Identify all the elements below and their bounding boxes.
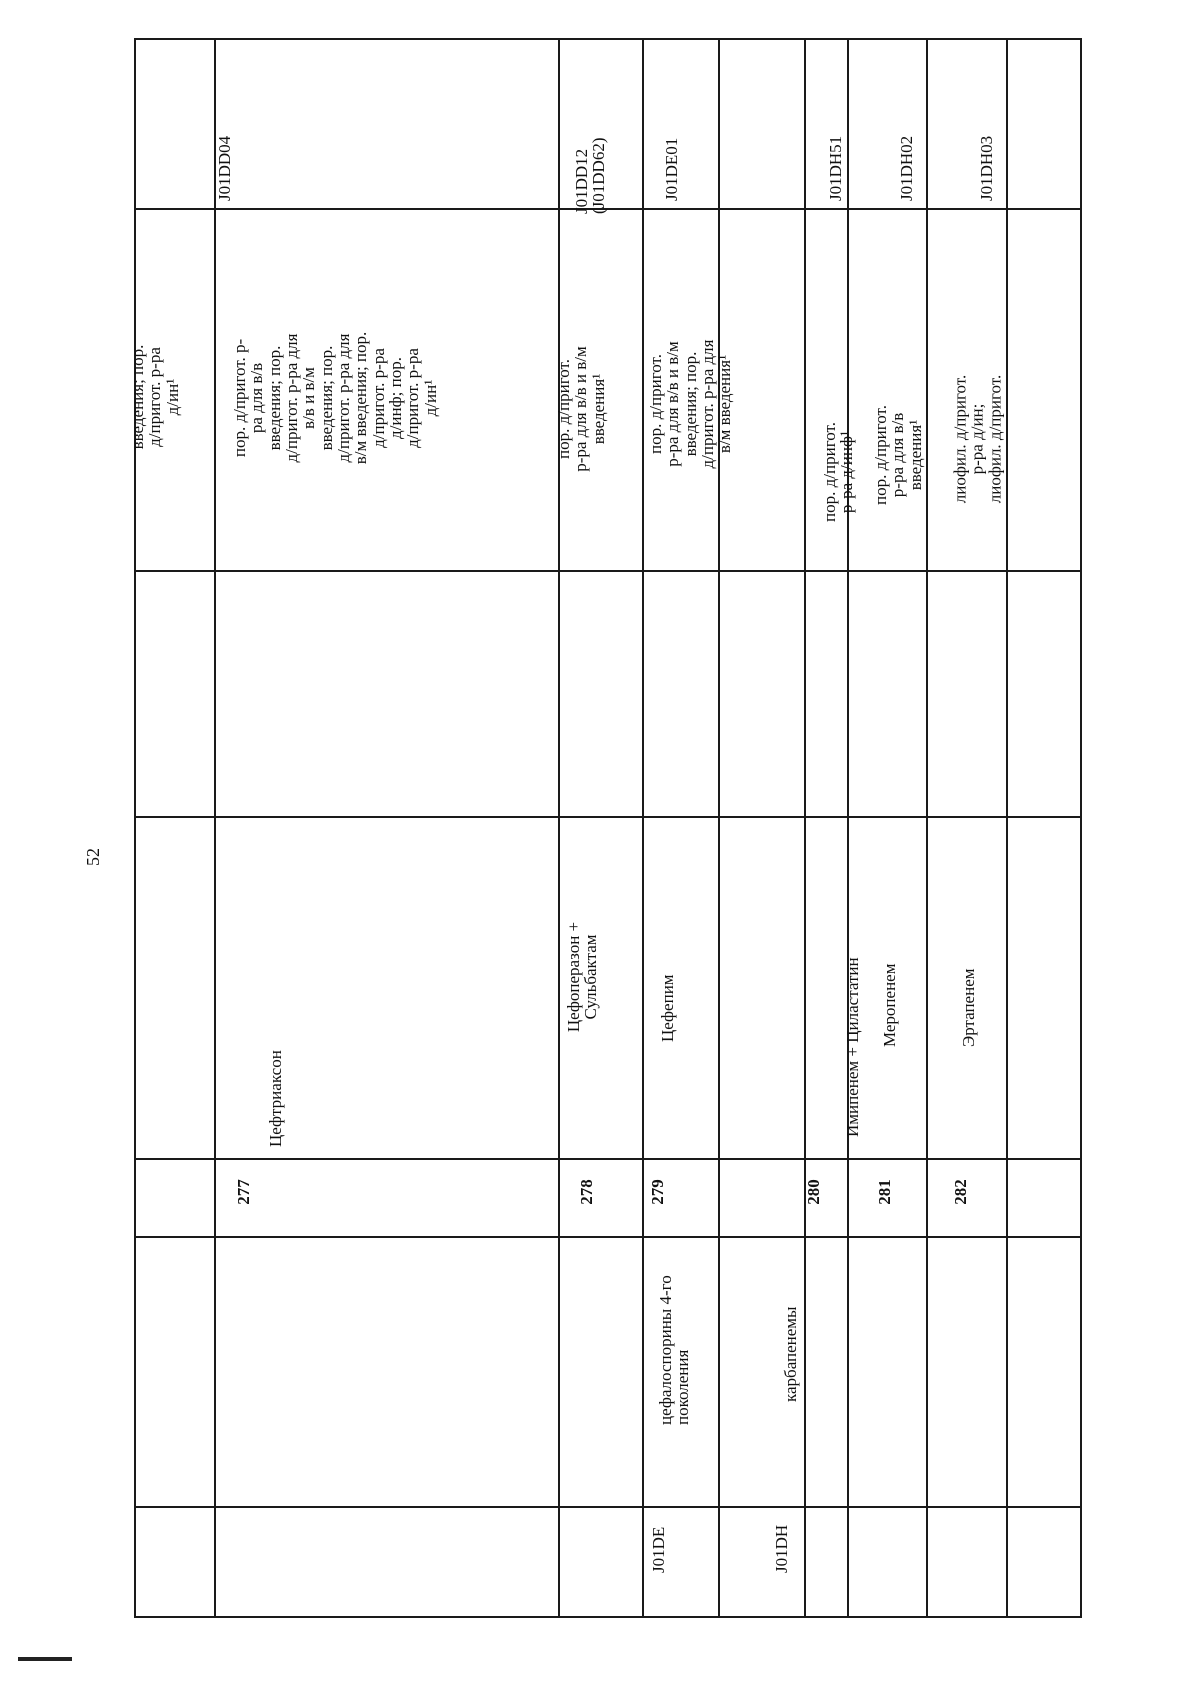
group-name-cell: цефалоспорины 4-го поколения <box>656 1275 693 1425</box>
form-cell: пор. д/пригот. р-ра для в/в и в/м введения; пор. д/пригот. р-ра для в/м введения¹ <box>646 339 735 469</box>
name-cell: Цефоперазон + Сульбактам <box>564 921 601 1033</box>
number-cell: 280 <box>804 1179 823 1205</box>
table-border-top <box>134 38 1082 40</box>
table-border-right <box>1080 38 1082 1618</box>
name-cell: Меропенем <box>880 963 899 1047</box>
row-divider <box>214 38 216 1618</box>
column-divider <box>134 1236 1082 1238</box>
atc-cell: J01DH03 <box>977 135 996 201</box>
atc-cell: J01DH51 <box>826 135 845 201</box>
form-cell: пор. д/пригот. р-ра для в/в и в/м введения¹ <box>554 346 608 472</box>
column-divider <box>134 570 1082 572</box>
number-cell: 279 <box>648 1179 667 1205</box>
atc-cell: J01DE01 <box>662 137 681 201</box>
atc-cell: J01DH02 <box>897 135 916 201</box>
atc-cell: J01DD12 (J01DD62) <box>572 137 609 214</box>
rotated-table <box>128 38 1082 1618</box>
group-code-cell: J01DH <box>772 1524 791 1573</box>
group-name-cell: карбапенемы <box>781 1306 800 1402</box>
atc-cell: J01DD04 <box>215 135 234 201</box>
form-cell: пор. д/пригот. р-ра для в/в введения¹ <box>871 405 925 505</box>
row-divider <box>926 38 928 1618</box>
form-cell: пор. д/пригот. р-ра д/инф¹ <box>820 422 857 522</box>
number-cell: 277 <box>234 1179 253 1205</box>
name-cell: Эртапенем <box>959 968 978 1047</box>
name-cell: Цефепим <box>658 974 677 1042</box>
column-divider <box>134 1506 1082 1508</box>
page-number: 52 <box>83 848 103 866</box>
group-code-cell: J01DE <box>649 1526 668 1573</box>
column-divider <box>134 816 1082 818</box>
row-divider <box>642 38 644 1618</box>
row-divider <box>847 38 849 1618</box>
number-cell: 281 <box>875 1179 894 1205</box>
form-cell: пор. д/пригот. р- ра для в/в введения; пор. д/пригот. р-ра для в/в и в/м введения; пор. д/пригот. р-ра для в/м введения; пор. д/пригот. р-ра д/инф; пор. д/пригот. р-ра д/ин¹ <box>230 331 440 465</box>
row-divider <box>718 38 720 1618</box>
row-divider <box>558 38 560 1618</box>
column-divider <box>134 1158 1082 1160</box>
footer-rule <box>18 1657 72 1661</box>
number-cell: 278 <box>577 1179 596 1205</box>
table-border-bottom <box>134 1616 1082 1618</box>
form-cell: лиофил. д/пригот. р-ра д/ин; лиофил. д/пригот. <box>950 374 1005 504</box>
name-cell: Имипенем + Циластатин <box>843 957 862 1137</box>
row-divider <box>1006 38 1008 1618</box>
number-cell: 282 <box>951 1179 970 1205</box>
form-cell: введения; пор. д/пригот. р-ра д/ин¹ <box>128 344 182 450</box>
name-cell: Цефтриаксон <box>266 1050 285 1147</box>
